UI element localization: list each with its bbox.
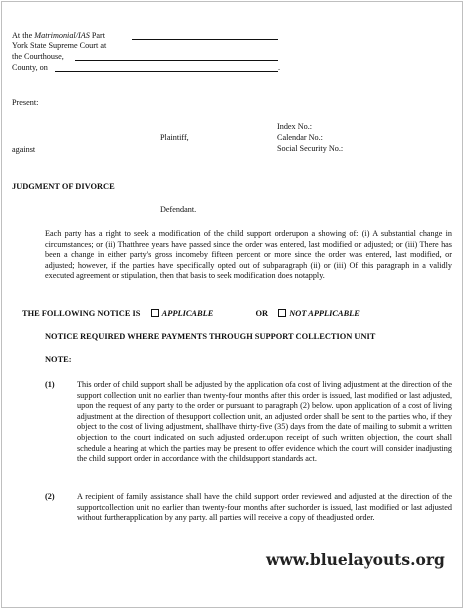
item-2-text: A recipient of family assistance shall have the child support order reviewed and adjusted at the direction of the supportcollection unit no earlier than twenty-four months after suchorder is issued, last modified or last adjusted without furtherapplication by any party. all parties will receive a copy of theadjusted order. (77, 492, 452, 523)
index-no-label: Index No.: (277, 122, 313, 131)
notice-applicability-line (22, 309, 360, 318)
item-1-number: (1) (45, 380, 55, 389)
applicable-checkbox[interactable] (151, 309, 159, 317)
intro-paragraph: Each party has a right to seek a modification of the child support orderupon a showing of: (i) A substantial change in circumstances; or (ii) Thatthree years have passed since the order was entered, last modified or adjusted; or (iii) There has been a change in either party's gross incomeby fifteen percent or more since the order was entered, last modified, or adjusted; however, if the parties have specifically opted out of subparagraph (ii) or (iii) Of this paragraph in a validly executed agreement or stipulation, then that basis to seek modification does notapply. (45, 229, 452, 281)
document-title: JUDGMENT OF DIVORCE (12, 182, 115, 191)
caption-line-3: the Courthouse, (12, 52, 64, 61)
notice-heading: NOTICE REQUIRED WHERE PAYMENTS THROUGH SUPPORT COLLECTION UNIT (45, 332, 376, 341)
against-label: against (12, 145, 36, 154)
caption-line-1: At the Matrimonial/IAS Part (12, 31, 106, 40)
ssn-label: Social Security No.: (277, 144, 344, 153)
watermark-text: www.bluelayouts.org (266, 550, 445, 569)
caption-blank-2[interactable] (75, 60, 278, 61)
caption-line-4-end: . (278, 63, 281, 72)
present-label: Present: (12, 98, 39, 107)
caption-blank-1[interactable] (132, 39, 278, 40)
notice-prefix: THE FOLLOWING NOTICE IS (22, 309, 141, 318)
caption-line-4: County, on (12, 63, 48, 72)
not-applicable-checkbox[interactable] (278, 309, 286, 317)
caption-line-2: York State Supreme Court at (12, 41, 107, 50)
item-2-number: (2) (45, 492, 55, 501)
caption-blank-3[interactable] (55, 71, 278, 72)
calendar-no-label: Calendar No.: (277, 133, 323, 142)
or-label: OR (255, 309, 269, 318)
item-1-text: This order of child support shall be adjusted by the application ofa cost of living adjustment at the direction of the support collection unit no earlier than twenty-four months after this order is issued, last modified or last adjusted, upon the request of any party to the order or pursuant to paragraph (2) below. upon application of a cost of living adjustment at the direction of thesupport collection unit, an adjusted order shall be sent to the parties who, if they object to the cost of living adjustment, shallhave thirty-five (35) days from the date of mailing to submit a written objection to the court indicated on such adjusted order.upon receipt of such written objection, the court shall schedule a hearing at which the parties may be present to offer evidence which the court will consider inadjusting the child support order in accordance with the childsupport standards act. (77, 380, 452, 464)
not-applicable-label: NOT APPLICABLE (289, 309, 360, 318)
defendant-label: Defendant. (160, 205, 197, 214)
plaintiff-label: Plaintiff, (160, 133, 189, 142)
note-label: NOTE: (45, 355, 72, 364)
applicable-label: APPLICABLE (161, 309, 214, 318)
